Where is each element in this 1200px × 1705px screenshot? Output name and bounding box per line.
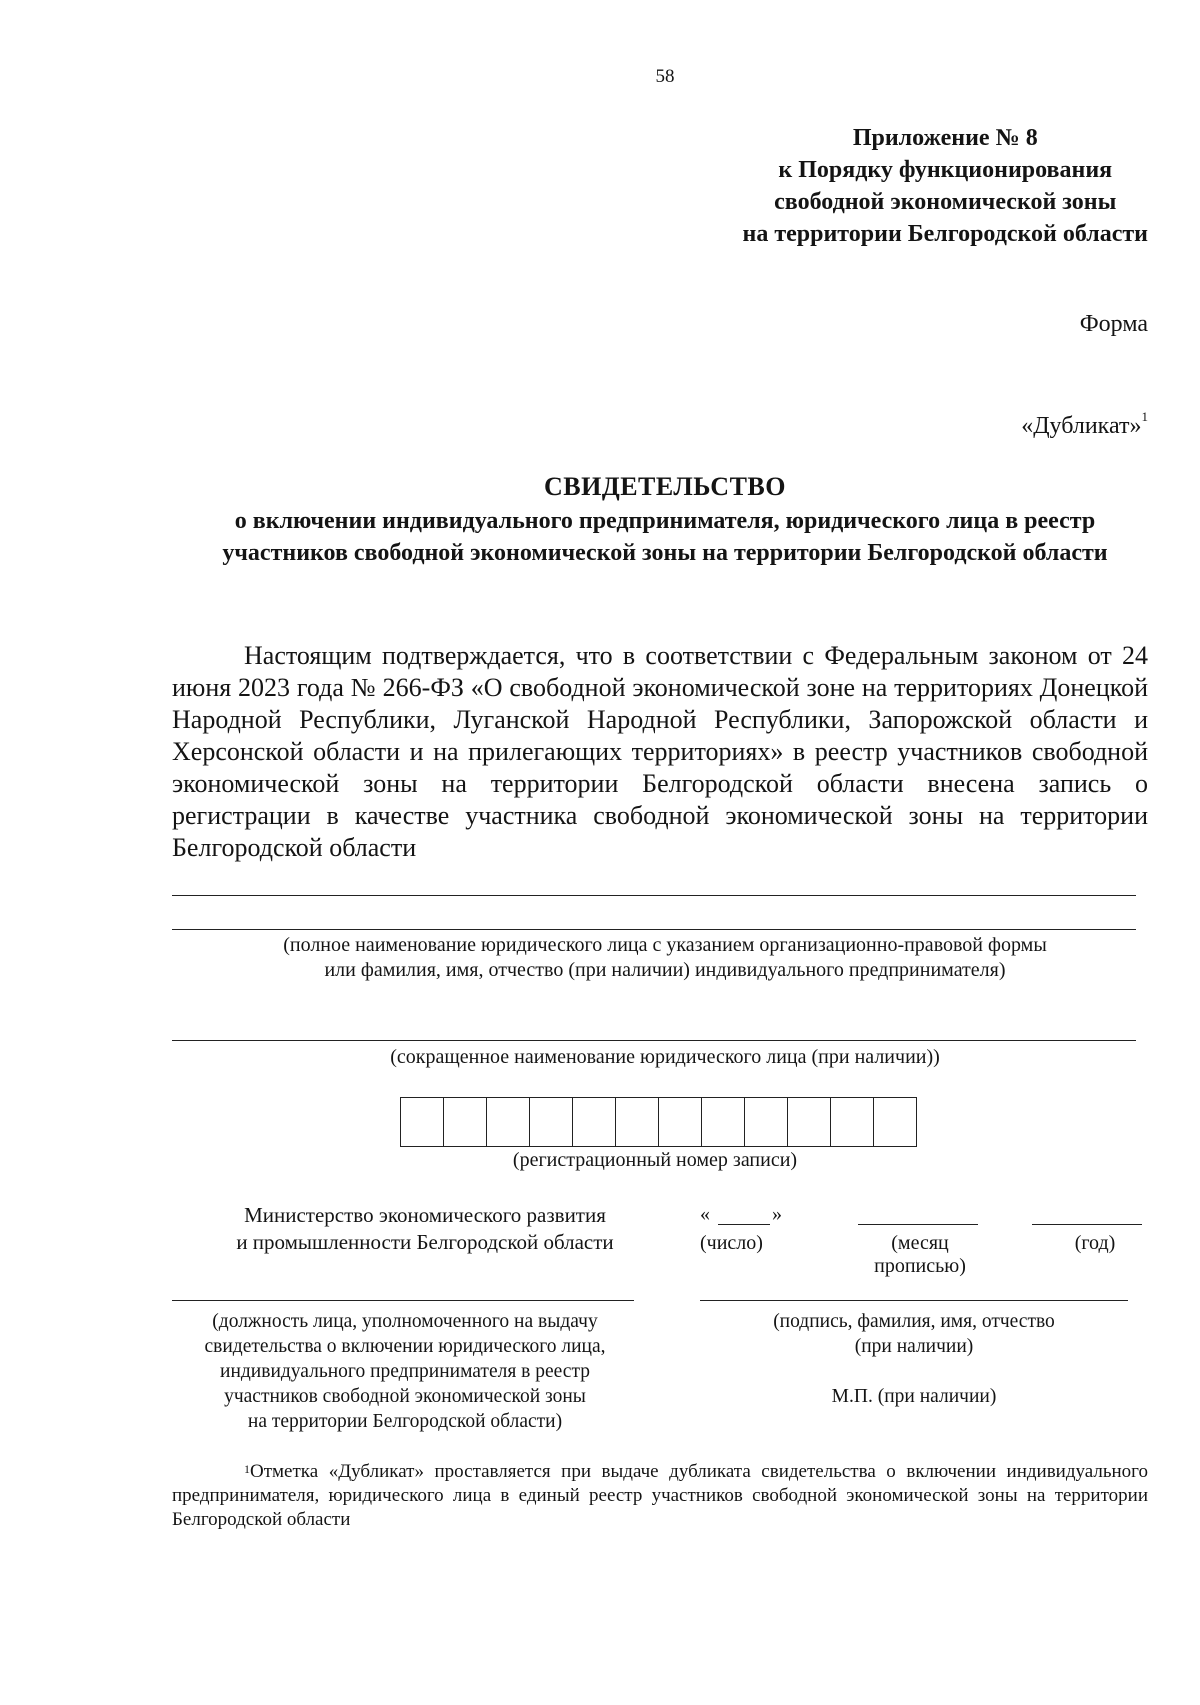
reg-box	[487, 1098, 530, 1146]
appendix-line-2: к Порядку функционирования	[778, 157, 1113, 183]
signature-caption-line-1: (подпись, фамилия, имя, отчество	[773, 1311, 1055, 1332]
stamp-caption: М.П. (при наличии)	[831, 1386, 997, 1407]
reg-box	[788, 1098, 831, 1146]
reg-box	[874, 1098, 916, 1146]
appendix-header	[743, 122, 1148, 250]
reg-number-boxes	[400, 1097, 917, 1147]
page-number: 58	[655, 66, 675, 87]
date-month-line	[858, 1224, 978, 1225]
footnote-ref: 1	[1141, 409, 1148, 424]
reg-box	[745, 1098, 788, 1146]
year-label: (год)	[1074, 1232, 1116, 1254]
certificate-subtitle: о включении индивидуального предпринимателя, юридического лица в реестр участников свободной экономической зоны на территории Белгородской области	[222, 508, 1108, 566]
footnote-marker: 1	[244, 1462, 250, 1476]
date-day-line	[718, 1224, 770, 1225]
signature-fill-line	[700, 1300, 1128, 1301]
position-caption-line-2: свидетельства о включении юридического лица,	[204, 1336, 606, 1357]
date-open-quote: «	[700, 1203, 710, 1225]
ministry-line-2: и промышленности Белгородской области	[236, 1230, 614, 1254]
full-name-fill-line-2	[172, 929, 1136, 930]
reg-box	[659, 1098, 702, 1146]
footnote-text: Отметка «Дубликат» проставляется при выдаче дубликата свидетельства о включении индивидуального предпринимателя, юридического лица в единый реестр участников свободной экономической зоны на территории Белгородской области	[172, 1461, 1148, 1530]
position-caption	[160, 1309, 650, 1434]
position-caption-line-4: участников свободной экономической зоны	[224, 1386, 586, 1407]
signature-caption-line-2: (при наличии)	[854, 1336, 974, 1357]
date-close-quote: »	[772, 1203, 782, 1225]
position-caption-line-3: индивидуального предпринимателя в реестр	[220, 1361, 590, 1382]
body-paragraph: Настоящим подтверждается, что в соответствии с Федеральным законом от 24 июня 2023 года № 266-ФЗ «О свободной экономической зоне на территориях Донецкой Народной Республики, Луганской Народной Республики, Запорожской области и Херсонской области и на прилегающих территориях» в реестр участников свободной экономической зоны на территории Белгородской области внесена запись о регистрации в качестве участника свободной экономической зоны на территории Белгородской области	[172, 641, 1148, 862]
footnote	[172, 1460, 1148, 1532]
month-label-line-1: (месяц	[891, 1232, 949, 1254]
short-name-caption: (сокращенное наименование юридического лица (при наличии))	[390, 1046, 940, 1068]
short-name-fill-line	[172, 1040, 1136, 1041]
reg-box	[444, 1098, 487, 1146]
ministry-name	[180, 1202, 670, 1256]
ministry-line-1: Министерство экономического развития	[244, 1203, 606, 1227]
position-caption-line-5: на территории Белгородской области)	[247, 1411, 563, 1432]
reg-box	[530, 1098, 573, 1146]
position-caption-line-1: (должность лица, уполномоченного на выдачу	[212, 1311, 598, 1332]
appendix-line-4: на территории Белгородской области	[742, 221, 1148, 247]
duplicate-text: «Дубликат»	[1021, 413, 1142, 439]
reg-box	[616, 1098, 659, 1146]
appendix-line-1: Приложение № 8	[852, 125, 1038, 151]
position-fill-line	[172, 1300, 634, 1301]
full-name-caption-line-2: или фамилия, имя, отчество (при наличии) индивидуального предпринимателя)	[324, 959, 1006, 981]
reg-box	[573, 1098, 616, 1146]
appendix-line-3: свободной экономической зоны	[774, 189, 1117, 215]
day-label: (число)	[700, 1232, 763, 1254]
reg-box	[702, 1098, 745, 1146]
reg-number-caption: (регистрационный номер записи)	[512, 1149, 798, 1171]
full-name-caption-line-1: (полное наименование юридического лица с указанием организационно-правовой формы	[283, 934, 1047, 956]
duplicate-mark	[1021, 409, 1148, 440]
full-name-fill-line-1	[172, 895, 1136, 896]
date-year-line	[1032, 1224, 1142, 1225]
signature-caption	[700, 1309, 1128, 1359]
month-label-line-2: прописью)	[874, 1255, 966, 1277]
reg-box	[401, 1098, 444, 1146]
certificate-title: СВИДЕТЕЛЬСТВО	[543, 472, 786, 501]
full-name-caption	[150, 933, 1180, 983]
reg-box	[831, 1098, 874, 1146]
month-label	[850, 1232, 990, 1278]
form-label: Форма	[1079, 311, 1148, 337]
